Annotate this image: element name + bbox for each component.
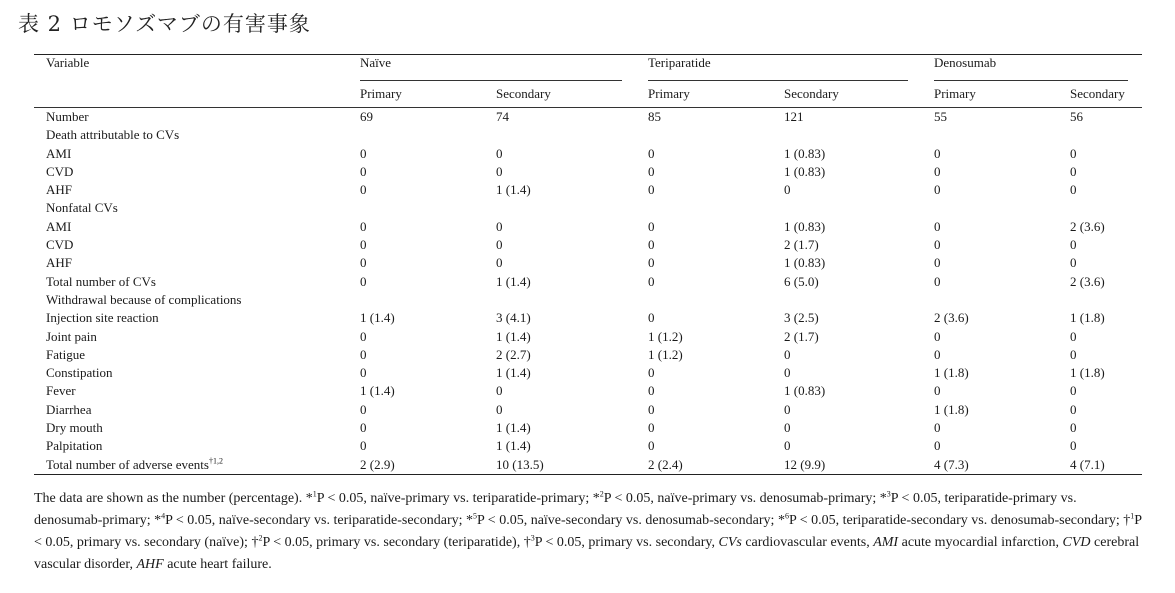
row-label: AMI [46, 218, 72, 234]
table-cell: 0 [648, 255, 655, 271]
table-cell: 0 [360, 438, 367, 454]
table-cell: 0 [934, 438, 941, 454]
header-subgroup: Secondary [1070, 86, 1125, 101]
table-cell: 2 (2.7) [496, 346, 531, 362]
table-cell: 0 [360, 273, 367, 289]
table-cell: 0 [934, 383, 941, 399]
table-cell: 0 [934, 218, 941, 234]
table-cell: 0 [648, 420, 655, 436]
table-cell [484, 126, 636, 144]
row-label: Dry mouth [46, 420, 103, 436]
header-row-groups [34, 55, 1142, 81]
table-cell: 2 (2.4) [648, 456, 683, 472]
table-cell: 1 (0.83) [784, 383, 826, 399]
table-cell [348, 199, 484, 217]
table-cell [348, 126, 484, 144]
table-cell: 0 [360, 237, 367, 253]
table-cell: 0 [360, 365, 367, 381]
table-cell: 0 [648, 237, 655, 253]
table-cell: 0 [934, 163, 941, 179]
table-cell: 0 [496, 237, 503, 253]
table-cell [636, 126, 772, 144]
header-subgroup: Primary [648, 86, 690, 101]
table-cell [922, 126, 1058, 144]
table-row [34, 236, 1142, 254]
table-cell: 0 [934, 237, 941, 253]
table-row [34, 364, 1142, 382]
table-cell: 0 [934, 328, 941, 344]
table-cell: 1 (1.4) [496, 182, 531, 198]
table-row [34, 309, 1142, 327]
table-row [34, 163, 1142, 181]
row-label: AHF [46, 255, 73, 271]
table-cell: 0 [1070, 346, 1077, 362]
table-cell: 0 [934, 420, 941, 436]
table-cell: 1 (0.83) [784, 163, 826, 179]
table-row [34, 126, 1142, 144]
table-cell: 2 (1.7) [784, 328, 819, 344]
table-cell: 1 (1.4) [496, 438, 531, 454]
table-cell: 0 [648, 145, 655, 161]
table-cell: 1 (0.83) [784, 145, 826, 161]
table-cell: 0 [1070, 163, 1077, 179]
table-cell: 0 [496, 163, 503, 179]
table-row [34, 291, 1142, 309]
row-label: CVD [46, 237, 74, 253]
table-cell: 1 (0.83) [784, 255, 826, 271]
row-label: Nonfatal CVs [46, 200, 118, 216]
row-label: Total number of CVs [46, 273, 156, 289]
table-cell [484, 199, 636, 217]
table-cell [1058, 291, 1142, 309]
table-cell: 0 [360, 182, 367, 198]
table-cell: 0 [1070, 328, 1077, 344]
row-label: AMI [46, 145, 72, 161]
table-footnote: The data are shown as the number (percentage). *$^1$P < 0.05, naïve-primary vs. teriparatide-primary; *$^2$P < 0.05, naïve-primary vs. denosumab-primary; *$^3$P < 0.05, teriparatide-primary vs. denosumab-primary; *$^4$P < 0.05, naïve-secondary vs. teriparatide-secondary; *$^5$P < 0.05, naïve-secondary vs. denosumab-secondary; *$^6$P < 0.05, teriparatide-secondary vs. denosumab-secondary; †$^1$P < 0.05, primary vs. secondary (naïve); †$^2$P < 0.05, primary vs. secondary (teriparatide), †$^3$P < 0.05, primary vs. secondary, CVs cardiovascular events, AMI acute myocardial infarction, CVD cerebral vascular disorder, AHF acute heart failure. [34, 489, 1142, 572]
row-label: Fever [46, 383, 76, 399]
table-row [34, 273, 1142, 291]
row-label: Constipation [46, 365, 113, 381]
table-cell: 2 (3.6) [1070, 273, 1105, 289]
table-cell: 0 [496, 255, 503, 271]
header-subgroup: Secondary [784, 86, 839, 101]
table-cell: 1 (1.2) [648, 346, 683, 362]
row-label: Joint pain [46, 328, 97, 344]
table-row [34, 108, 1142, 126]
table-cell [772, 199, 922, 217]
table-cell: 0 [648, 310, 655, 326]
table-cell: 0 [934, 145, 941, 161]
table-cell: 0 [360, 255, 367, 271]
table-cell [636, 291, 772, 309]
header-subgroup: Secondary [496, 86, 551, 101]
table-cell: 0 [648, 401, 655, 417]
table-cell: 0 [360, 401, 367, 417]
table-cell: 0 [360, 163, 367, 179]
table-cell: 0 [1070, 438, 1077, 454]
adverse-events-table [34, 54, 1142, 475]
table-cell: 74 [496, 109, 509, 124]
table-cell: 0 [360, 346, 367, 362]
table-cell: 121 [784, 109, 804, 124]
table-cell: 1 (1.8) [1070, 310, 1105, 326]
table-cell [636, 199, 772, 217]
row-label: AHF [46, 182, 73, 198]
table-cell: 0 [496, 145, 503, 161]
table-cell: 0 [784, 401, 791, 417]
table-row [34, 419, 1142, 437]
table-cell: 10 (13.5) [496, 456, 544, 472]
table-cell: 6 (5.0) [784, 273, 819, 289]
table-cell: 0 [648, 438, 655, 454]
row-label: CVD [46, 163, 74, 179]
table-row [34, 181, 1142, 199]
table-cell: 12 (9.9) [784, 456, 826, 472]
row-label: Withdrawal because of complications [46, 291, 242, 307]
header-variable: Variable [46, 55, 90, 70]
header-group-denosumab: Denosumab [922, 55, 1142, 81]
table-cell [1058, 199, 1142, 217]
table-cell: 0 [1070, 255, 1077, 271]
table-cell: 0 [648, 218, 655, 234]
table-cell: 4 (7.1) [1070, 456, 1105, 472]
table-cell [772, 126, 922, 144]
table-cell: 0 [784, 438, 791, 454]
table-cell: 69 [360, 109, 373, 124]
table-cell: 0 [648, 383, 655, 399]
table-cell: 1 (1.8) [1070, 365, 1105, 381]
table-cell: 0 [1070, 145, 1077, 161]
table-cell: 0 [648, 273, 655, 289]
table-cell: 0 [648, 365, 655, 381]
table-cell [1058, 126, 1142, 144]
header-subgroup: Primary [934, 86, 976, 101]
table-row [34, 145, 1142, 163]
row-label: Number [46, 109, 89, 124]
table-cell: 0 [1070, 401, 1077, 417]
row-label: Palpitation [46, 438, 103, 454]
table-cell: 1 (1.8) [934, 365, 969, 381]
table-cell: 2 (1.7) [784, 237, 819, 253]
table-row [34, 199, 1142, 217]
table-cell: 0 [360, 145, 367, 161]
table-cell: 0 [1070, 182, 1077, 198]
table-cell: 0 [934, 346, 941, 362]
table-cell: 0 [934, 255, 941, 271]
table-cell: 0 [360, 328, 367, 344]
table-cell: 0 [934, 182, 941, 198]
table-cell: 1 (1.2) [648, 328, 683, 344]
row-label: Fatigue [46, 346, 85, 362]
table-cell: 1 (1.4) [360, 383, 395, 399]
table-cell: 3 (4.1) [496, 310, 531, 326]
table-cell: 0 [1070, 237, 1077, 253]
table-cell [922, 291, 1058, 309]
table-cell: 1 (1.4) [360, 310, 395, 326]
table-row [34, 401, 1142, 419]
table-row [34, 456, 1142, 475]
table-cell: 1 (1.4) [496, 365, 531, 381]
table-cell: 0 [648, 163, 655, 179]
row-label: Total number of adverse events$^{\dagger 1,2}$ [46, 456, 223, 472]
table-cell: 1 (1.4) [496, 420, 531, 436]
table-cell: 0 [648, 182, 655, 198]
table-cell: 2 (3.6) [934, 310, 969, 326]
table-row [34, 437, 1142, 455]
table-cell [772, 291, 922, 309]
table-cell [484, 291, 636, 309]
table-cell: 0 [784, 182, 791, 198]
table-title: 表 2 ロモソズマブの有害事象 [18, 12, 311, 36]
table-row [34, 328, 1142, 346]
table-cell: 1 (1.4) [496, 328, 531, 344]
table-cell: 1 (1.8) [934, 401, 969, 417]
table-cell: 4 (7.3) [934, 456, 969, 472]
row-label: Death attributable to CVs [46, 127, 180, 143]
table-cell: 85 [648, 109, 661, 124]
table-cell: 2 (3.6) [1070, 218, 1105, 234]
table-cell: 0 [1070, 420, 1077, 436]
row-label: Injection site reaction [46, 310, 159, 326]
table-cell: 0 [1070, 383, 1077, 399]
table-cell: 0 [784, 365, 791, 381]
table-cell: 0 [496, 218, 503, 234]
table-cell [922, 199, 1058, 217]
table-row [34, 382, 1142, 400]
table-row [34, 346, 1142, 364]
table-row [34, 254, 1142, 272]
table-cell: 1 (1.4) [496, 273, 531, 289]
table-cell: 1 (0.83) [784, 218, 826, 234]
table-cell: 0 [784, 346, 791, 362]
table-cell: 0 [360, 420, 367, 436]
header-group-naive: Naïve [348, 55, 636, 81]
table-cell: 2 (2.9) [360, 456, 395, 472]
table-cell: 0 [496, 401, 503, 417]
table-cell: 0 [360, 218, 367, 234]
header-group-teriparatide: Teriparatide [636, 55, 922, 81]
table-cell [348, 291, 484, 309]
table-cell: 3 (2.5) [784, 310, 819, 326]
header-row-subgroups [34, 81, 1142, 108]
header-subgroup: Primary [360, 86, 402, 101]
table-cell: 0 [784, 420, 791, 436]
row-label: Diarrhea [46, 401, 92, 417]
table-cell: 0 [934, 273, 941, 289]
table-cell: 0 [496, 383, 503, 399]
table-cell: 56 [1070, 109, 1083, 124]
table-row [34, 218, 1142, 236]
table-cell: 55 [934, 109, 947, 124]
